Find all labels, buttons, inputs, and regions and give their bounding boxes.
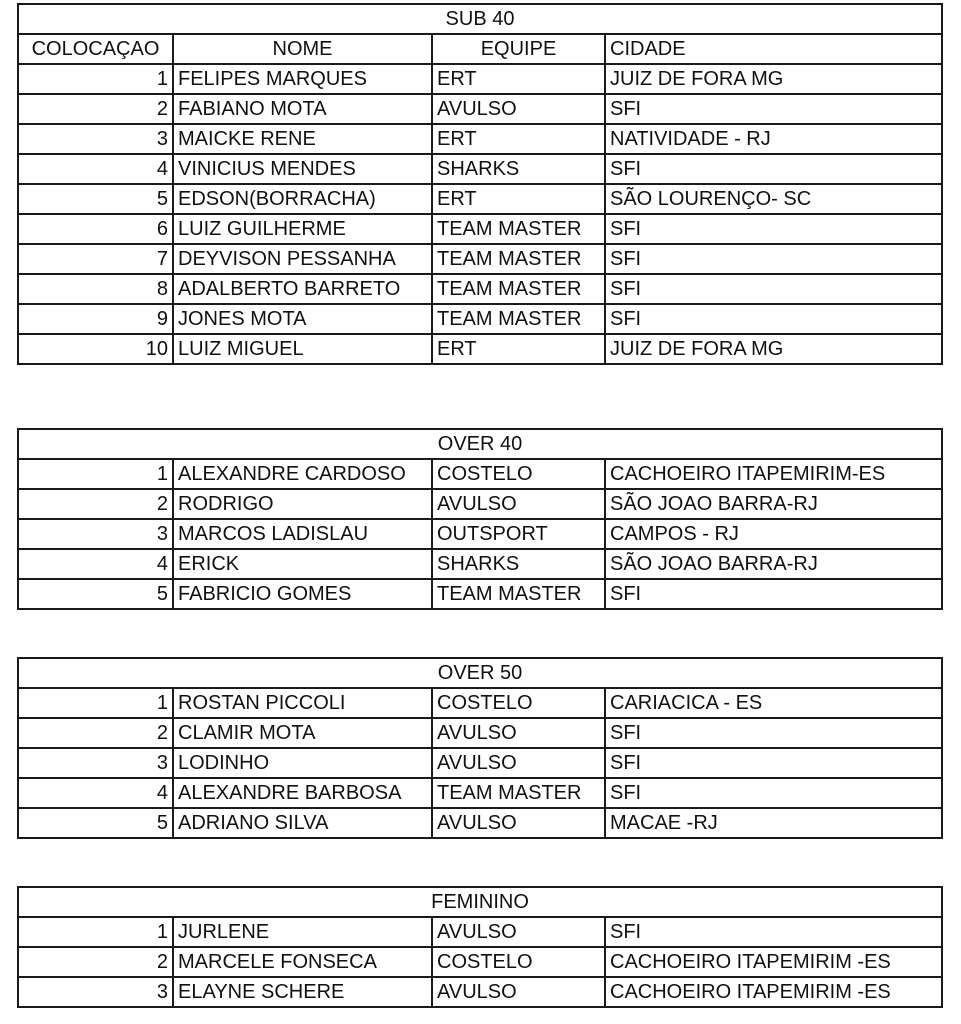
header-row [18, 34, 942, 64]
cell-team: AVULSO [432, 977, 605, 1007]
cell-team: TEAM MASTER [432, 778, 605, 808]
cell-position: 3 [18, 977, 173, 1007]
cell-city: SFI [605, 94, 942, 124]
cell-position: 5 [18, 184, 173, 214]
cell-team: OUTSPORT [432, 519, 605, 549]
header-position: COLOCAÇAO [18, 34, 173, 64]
table-row [18, 184, 942, 214]
table-feminino [17, 886, 943, 1008]
cell-team: AVULSO [432, 94, 605, 124]
header-city: CIDADE [605, 34, 942, 64]
cell-city: SFI [605, 579, 942, 609]
section-title-row [18, 429, 942, 459]
cell-city: SFI [605, 917, 942, 947]
cell-position: 1 [18, 917, 173, 947]
table-row [18, 947, 942, 977]
table-row [18, 519, 942, 549]
table-over40 [17, 428, 943, 610]
cell-team: AVULSO [432, 917, 605, 947]
cell-position: 3 [18, 519, 173, 549]
cell-city: SFI [605, 214, 942, 244]
cell-name: MARCELE FONSECA [173, 947, 432, 977]
cell-city: SÃO LOURENÇO- SC [605, 184, 942, 214]
cell-city: NATIVIDADE - RJ [605, 124, 942, 154]
section-title-row [18, 4, 942, 34]
cell-city: CACHOEIRO ITAPEMIRIM-ES [605, 459, 942, 489]
cell-team: COSTELO [432, 688, 605, 718]
cell-name: LODINHO [173, 748, 432, 778]
table-row [18, 214, 942, 244]
cell-city: SFI [605, 718, 942, 748]
cell-name: MARCOS LADISLAU [173, 519, 432, 549]
cell-position: 3 [18, 124, 173, 154]
cell-position: 3 [18, 748, 173, 778]
cell-position: 5 [18, 808, 173, 838]
cell-name: ELAYNE SCHERE [173, 977, 432, 1007]
cell-position: 2 [18, 718, 173, 748]
cell-city: SFI [605, 778, 942, 808]
cell-position: 1 [18, 64, 173, 94]
table-row [18, 579, 942, 609]
cell-city: SÃO JOAO BARRA-RJ [605, 549, 942, 579]
table-row [18, 549, 942, 579]
table-row [18, 94, 942, 124]
table-row [18, 459, 942, 489]
cell-name: ADRIANO SILVA [173, 808, 432, 838]
cell-name: ADALBERTO BARRETO [173, 274, 432, 304]
cell-name: EDSON(BORRACHA) [173, 184, 432, 214]
cell-team: ERT [432, 124, 605, 154]
cell-city: CARIACICA - ES [605, 688, 942, 718]
cell-position: 2 [18, 947, 173, 977]
table-row [18, 977, 942, 1007]
cell-name: ALEXANDRE CARDOSO [173, 459, 432, 489]
cell-team: AVULSO [432, 718, 605, 748]
cell-city: SFI [605, 244, 942, 274]
cell-position: 4 [18, 549, 173, 579]
section-title-row [18, 658, 942, 688]
cell-city: CAMPOS - RJ [605, 519, 942, 549]
cell-name: DEYVISON PESSANHA [173, 244, 432, 274]
cell-position: 8 [18, 274, 173, 304]
cell-team: COSTELO [432, 459, 605, 489]
cell-position: 9 [18, 304, 173, 334]
table-row [18, 718, 942, 748]
table-row [18, 244, 942, 274]
section-title: FEMININO [18, 887, 942, 917]
cell-city: CACHOEIRO ITAPEMIRIM -ES [605, 947, 942, 977]
cell-city: JUIZ DE FORA MG [605, 64, 942, 94]
cell-name: FABRICIO GOMES [173, 579, 432, 609]
cell-team: TEAM MASTER [432, 244, 605, 274]
table-row [18, 489, 942, 519]
cell-city: SFI [605, 274, 942, 304]
cell-name: LUIZ MIGUEL [173, 334, 432, 364]
cell-team: AVULSO [432, 808, 605, 838]
cell-team: TEAM MASTER [432, 214, 605, 244]
section-title-row [18, 887, 942, 917]
table-row [18, 778, 942, 808]
section-title: OVER 40 [18, 429, 942, 459]
header-team: EQUIPE [432, 34, 605, 64]
cell-name: VINICIUS MENDES [173, 154, 432, 184]
cell-team: ERT [432, 334, 605, 364]
cell-name: CLAMIR MOTA [173, 718, 432, 748]
cell-name: ROSTAN PICCOLI [173, 688, 432, 718]
cell-position: 10 [18, 334, 173, 364]
table-row [18, 334, 942, 364]
cell-name: LUIZ GUILHERME [173, 214, 432, 244]
cell-team: AVULSO [432, 489, 605, 519]
cell-team: TEAM MASTER [432, 579, 605, 609]
cell-name: JONES MOTA [173, 304, 432, 334]
cell-city: JUIZ DE FORA MG [605, 334, 942, 364]
cell-position: 4 [18, 778, 173, 808]
table-row [18, 748, 942, 778]
table-row [18, 64, 942, 94]
cell-city: SFI [605, 304, 942, 334]
section-title: SUB 40 [18, 4, 942, 34]
cell-position: 1 [18, 688, 173, 718]
cell-team: SHARKS [432, 549, 605, 579]
cell-position: 7 [18, 244, 173, 274]
cell-team: TEAM MASTER [432, 304, 605, 334]
table-row [18, 917, 942, 947]
table-row [18, 688, 942, 718]
cell-position: 1 [18, 459, 173, 489]
cell-city: SFI [605, 748, 942, 778]
section-title: OVER 50 [18, 658, 942, 688]
cell-name: MAICKE RENE [173, 124, 432, 154]
cell-name: RODRIGO [173, 489, 432, 519]
cell-position: 2 [18, 94, 173, 124]
cell-name: FABIANO MOTA [173, 94, 432, 124]
cell-position: 4 [18, 154, 173, 184]
cell-name: FELIPES MARQUES [173, 64, 432, 94]
cell-city: CACHOEIRO ITAPEMIRIM -ES [605, 977, 942, 1007]
cell-city: SÃO JOAO BARRA-RJ [605, 489, 942, 519]
cell-team: ERT [432, 64, 605, 94]
cell-name: JURLENE [173, 917, 432, 947]
cell-team: TEAM MASTER [432, 274, 605, 304]
table-row [18, 124, 942, 154]
cell-team: SHARKS [432, 154, 605, 184]
cell-position: 6 [18, 214, 173, 244]
header-name: NOME [173, 34, 432, 64]
table-over50 [17, 657, 943, 839]
cell-team: ERT [432, 184, 605, 214]
table-row [18, 154, 942, 184]
cell-name: ALEXANDRE BARBOSA [173, 778, 432, 808]
cell-city: SFI [605, 154, 942, 184]
table-row [18, 304, 942, 334]
cell-position: 5 [18, 579, 173, 609]
table-row [18, 274, 942, 304]
cell-team: COSTELO [432, 947, 605, 977]
cell-city: MACAE -RJ [605, 808, 942, 838]
table-row [18, 808, 942, 838]
cell-name: ERICK [173, 549, 432, 579]
cell-position: 2 [18, 489, 173, 519]
cell-team: AVULSO [432, 748, 605, 778]
table-sub40 [17, 3, 943, 365]
